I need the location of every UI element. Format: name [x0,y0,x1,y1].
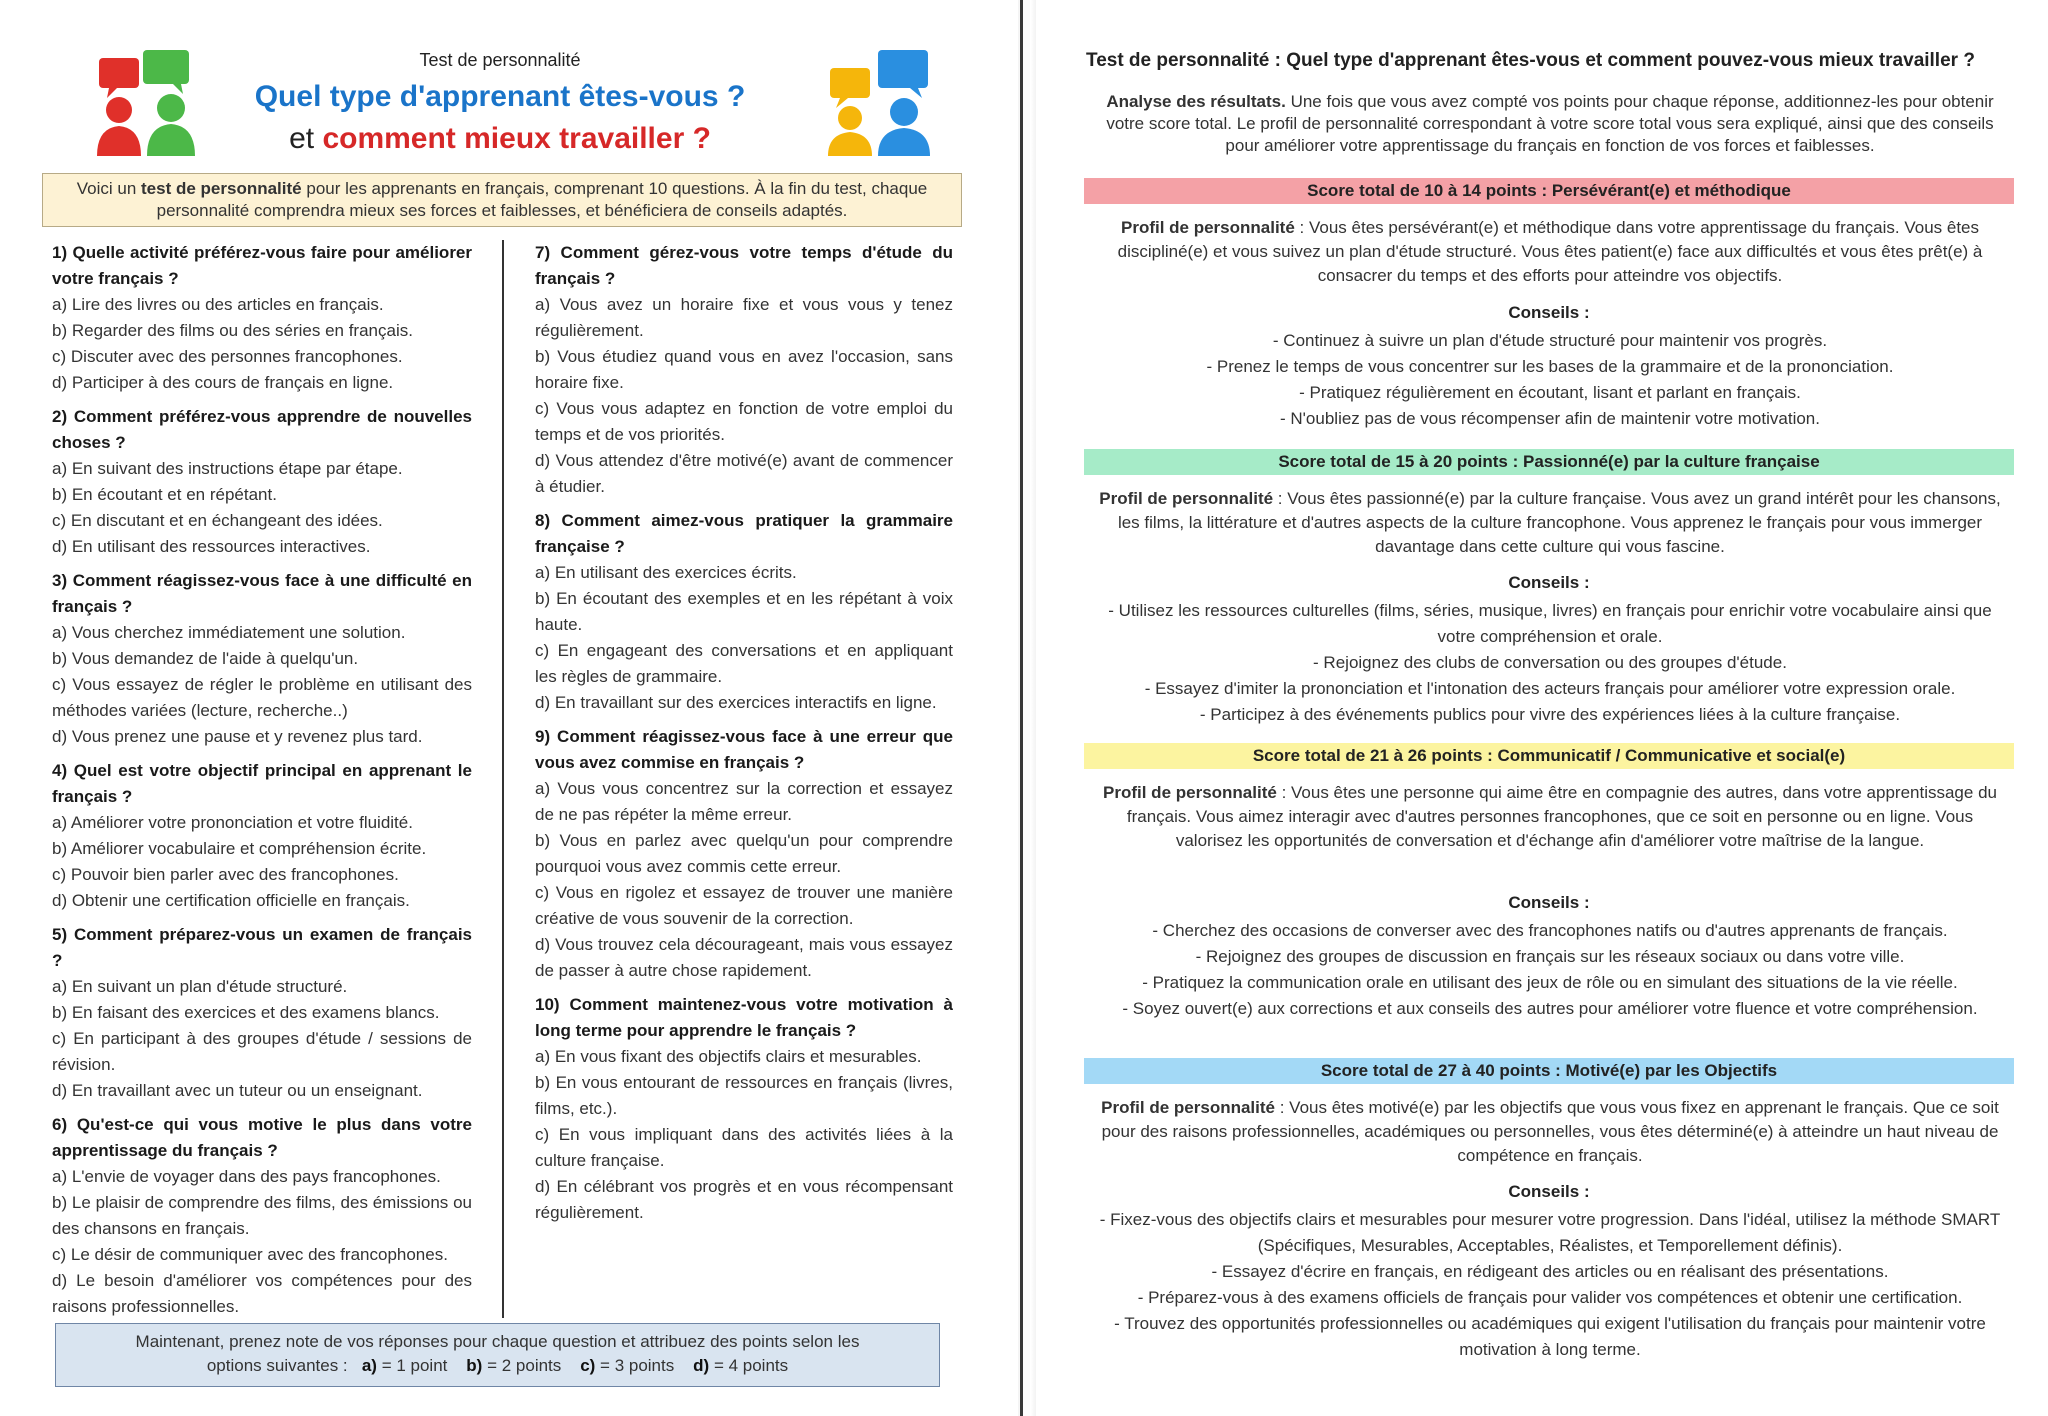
question-title: 6) Qu'est-ce qui vous motive le plus dans votre apprentissage du français ? [52,1115,472,1160]
points-value: = 2 points [487,1356,562,1375]
conseils-heading: Conseils : [1508,573,1590,592]
conseils-heading: Conseils : [1508,1182,1590,1201]
analysis-text: Une fois que vous avez compté vos points pour chaque réponse, additionnez-les pour obtenir votre score total. Le profil de personnalité correspondant à votre score total vous sera expliqué, ainsi que des conseils pour améliorer votre apprentissage du français en fonction de vos forces et faiblesses. [1106,92,1994,155]
profile-description: : Vous êtes une personne qui aime être en compagnie des autres, dans votre apprentissage du français. Vous aimez interagir avec d'autres personnes francophones, que ce soit en personne ou en ligne. Vous valorisez les opportunités de conversation et d'échange afin d'améliorer votre maîtrise de la langue. [1126,783,1997,850]
answer-option: d) Vous prenez une pause et y revenez plus tard. [52,727,423,746]
answer-option: a) En suivant un plan d'étude structuré. [52,977,348,996]
tip-item: - Participez à des événements publics pour vivre des expériences liées à la culture française. [1199,705,1901,724]
results-analysis [1094,91,2006,157]
title-et: et [289,122,315,155]
answer-option: d) En célébrant vos progrès et en vous récompensant régulièrement. [535,1177,953,1222]
answer-option: d) En utilisant des ressources interactives. [52,537,371,556]
analysis-bold: Analyse des résultats. [1106,92,1286,111]
question-2 [52,404,472,560]
tip-item: - Utilisez les ressources culturelles (films, séries, musique, livres) en français pour enrichir votre vocabulaire ainsi que votre compréhension et orale. [1108,601,1992,646]
answer-option: d) Participer à des cours de français en ligne. [52,373,394,392]
column-divider [502,240,504,1318]
profile-description: : Vous êtes passionné(e) par la culture française. Vous avez un grand intérêt pour les chansons, les films, la littérature et d'autres aspects de la culture francophone. Vous apprenez le français pour vous immerger davantage dans cette culture qui vous fascine. [1117,489,2001,556]
tips-list [1094,328,2006,432]
answer-option: a) En utilisant des exercices écrits. [535,563,797,582]
answer-option: c) Discuter avec des personnes francophones. [52,347,403,366]
answer-option: c) Le désir de communiquer avec des francophones. [52,1245,448,1264]
tips-list [1094,598,2006,728]
profile-description: : Vous êtes motivé(e) par les objectifs que vous vous fixez en apprenant le français. Que ce soit pour des raisons professionnelles, académiques ou personnelles, vous êtes déterminé(e) à atteindre un haut niveau de compétence en français. [1101,1098,1999,1165]
question-title: 1) Quelle activité préférez-vous faire pour améliorer votre français ? [52,243,472,288]
questions-column-2 [535,240,953,1234]
conseils-heading: Conseils : [1508,303,1590,322]
left-page [0,0,1018,1416]
question-title: 4) Quel est votre objectif principal en apprenant le français ? [52,761,472,806]
answer-option: b) En écoutant et en répétant. [52,485,277,504]
intro-bold: test de personnalité [141,179,302,198]
points-value: = 3 points [600,1356,675,1375]
question-5 [52,922,472,1104]
tip-item: - Pratiquez la communication orale en utilisant des jeux de rôle ou en simulant des situations de la vie réelle. [1142,973,1958,992]
answer-option: b) Améliorer vocabulaire et compréhension écrite. [52,839,427,858]
tip-item: - Prenez le temps de vous concentrer sur les bases de la grammaire et de la prononciation. [1206,357,1894,376]
answer-option: b) Le plaisir de comprendre des films, des émissions ou des chansons en français. [52,1193,472,1238]
answer-option: c) Vous en rigolez et essayez de trouver une manière créative de vous souvenir de la correction. [535,883,953,928]
answer-option: a) L'envie de voyager dans des pays francophones. [52,1167,441,1186]
answer-option: d) En travaillant avec un tuteur ou un enseignant. [52,1081,423,1100]
question-8 [535,508,953,716]
question-title: 9) Comment réagissez-vous face à une erreur que vous avez commise en français ? [535,727,953,772]
conseils-heading: Conseils : [1508,893,1590,912]
question-1 [52,240,472,396]
question-title: 8) Comment aimez-vous pratiquer la grammaire française ? [535,511,953,556]
score-band-27-40: Score total de 27 à 40 points : Motivé(e) par les Objectifs [1084,1058,2014,1084]
tip-item: - Cherchez des occasions de converser avec des francophones natifs ou d'autres apprenants de français. [1152,921,1948,940]
points-key: c) [580,1356,596,1375]
answer-option: b) En vous entourant de ressources en français (livres, films, etc.). [535,1073,953,1118]
right-page [1036,0,2048,1416]
answer-option: d) En travaillant sur des exercices interactifs en ligne. [535,693,937,712]
question-10 [535,992,953,1226]
answer-option: c) En engageant des conversations et en appliquant les règles de grammaire. [535,641,953,686]
title-line2-text: comment mieux travailler ? [322,122,711,155]
answer-option: c) Vous essayez de régler le problème en utilisant des méthodes variées (lecture, recherche..) [52,675,472,720]
profile-label: Profil de personnalité [1103,783,1277,802]
profile-description: : Vous êtes persévérant(e) et méthodique dans votre apprentissage du français. Vous êtes discipliné(e) et vous suivez un plan d'étude structuré. Vous êtes patient(e) face aux difficultés et vous êtes prêt(e) à consacrer du temps et des efforts pour atteindre vos objectifs. [1117,218,1983,285]
intro-box [42,173,962,227]
question-4 [52,758,472,914]
answer-option: d) Vous trouvez cela décourageant, mais vous essayez de passer à autre chose rapidement. [535,935,953,980]
scoring-line2 [56,1354,939,1378]
tip-item: - N'oubliez pas de vous récompenser afin de maintenir votre motivation. [1280,409,1820,428]
scoring-line2-pre: options suivantes : [206,1356,348,1375]
points-key: b) [466,1356,483,1375]
answer-option: c) En participant à des groupes d'étude / sessions de révision. [52,1029,472,1074]
answer-option: a) Vous avez un horaire fixe et vous vous y tenez régulièrement. [535,295,953,340]
results-title: Test de personnalité : Quel type d'apprenant êtes-vous et comment pouvez-vous mieux travailler ? [1086,50,1975,71]
small-title: Test de personnalité [419,50,581,70]
answer-option: c) En vous impliquant dans des activités liées à la culture française. [535,1125,953,1170]
speech-bubbles-people-icon [95,48,210,158]
intro-pre: Voici un [76,179,137,198]
tip-item: - Continuez à suivre un plan d'étude structuré pour maintenir vos progrès. [1272,331,1828,350]
tip-item: - Pratiquez régulièrement en écoutant, lisant et parlant en français. [1299,383,1801,402]
speech-bubbles-people-icon [826,48,941,158]
questions-column-1 [52,240,472,1328]
question-3 [52,568,472,750]
profile-text [1094,781,2006,853]
answer-option: a) Vous vous concentrez sur la correction et essayez de ne pas répéter la même erreur. [535,779,953,824]
profile-label: Profil de personnalité [1101,1098,1275,1117]
intro-post: pour les apprenants en français, comprenant 10 questions. À la fin du test, chaque personnalité comprendra mieux ses forces et faiblesses, et bénéficiera de conseils adaptés. [156,179,928,220]
points-key: a) [361,1356,377,1375]
answer-option: d) Vous attendez d'être motivé(e) avant de commencer à étudier. [535,451,953,496]
tip-item: - Rejoignez des groupes de discussion en français sur les réseaux sociaux ou dans votre ville. [1195,947,1905,966]
answer-option: d) Le besoin d'améliorer vos compétences pour des raisons professionnelles. [52,1271,472,1316]
tip-item: - Essayez d'imiter la prononciation et l'intonation des acteurs français pour améliorer votre expression orale. [1144,679,1956,698]
profile-text [1094,216,2006,288]
score-band-21-26: Score total de 21 à 26 points : Communicatif / Communicative et social(e) [1084,743,2014,769]
answer-option: c) Pouvoir bien parler avec des francophones. [52,865,399,884]
main-title-line2 [220,122,780,156]
question-title: 2) Comment préférez-vous apprendre de nouvelles choses ? [52,407,472,452]
tip-item: - Soyez ouvert(e) aux corrections et aux conseils des autres pour améliorer votre fluence et votre compréhension. [1122,999,1978,1018]
points-value: = 1 point [381,1356,448,1375]
answer-option: b) Vous étudiez quand vous en avez l'occasion, sans horaire fixe. [535,347,953,392]
scoring-line1: Maintenant, prenez note de vos réponses pour chaque question et attribuez des points selon les [135,1332,860,1351]
tips-list [1094,1207,2006,1363]
answer-option: b) En faisant des exercices et des examens blancs. [52,1003,440,1022]
profile-text [1094,1096,2006,1168]
profile-text [1094,487,2006,559]
points-key: d) [693,1356,710,1375]
tip-item: - Fixez-vous des objectifs clairs et mesurables pour mesurer votre progression. Dans l'idéal, utilisez la méthode SMART (Spécifiques, Mesurables, Acceptables, Réalistes, et Temporellement définis). [1099,1210,2001,1255]
tips-list [1094,918,2006,1022]
answer-option: b) Regarder des films ou des séries en français. [52,321,413,340]
scoring-instructions-box [55,1323,940,1387]
tip-item: - Trouvez des opportunités professionnelles ou académiques qui exigent l'utilisation du français pour maintenir votre motivation à long terme. [1114,1314,1986,1359]
tip-item: - Essayez d'écrire en français, en rédigeant des articles ou en réalisant des présentations. [1211,1262,1889,1281]
page-divider [1020,0,1023,1416]
answer-option: b) En écoutant des exemples et en les répétant à voix haute. [535,589,953,634]
answer-option: d) Obtenir une certification officielle en français. [52,891,410,910]
main-title-line1: Quel type d'apprenant êtes-vous ? [254,80,746,113]
question-title: 3) Comment réagissez-vous face à une difficulté en français ? [52,571,472,616]
question-6 [52,1112,472,1320]
answer-option: a) Lire des livres ou des articles en français. [52,295,384,314]
answer-option: b) Vous demandez de l'aide à quelqu'un. [52,649,359,668]
profile-label: Profil de personnalité [1099,489,1274,508]
profile-label: Profil de personnalité [1120,218,1295,237]
score-band-15-20: Score total de 15 à 20 points : Passionné(e) par la culture française [1084,449,2014,475]
answer-option: a) En suivant des instructions étape par étape. [52,459,403,478]
question-title: 5) Comment préparez-vous un examen de français ? [52,925,472,970]
answer-option: a) Vous cherchez immédiatement une solution. [52,623,406,642]
question-9 [535,724,953,984]
answer-option: c) Vous vous adaptez en fonction de votre emploi du temps et de vos priorités. [535,399,953,444]
points-value: = 4 points [713,1356,789,1375]
answer-option: c) En discutant et en échangeant des idées. [52,511,383,530]
question-title: 10) Comment maintenez-vous votre motivation à long terme pour apprendre le français ? [535,995,953,1040]
question-title: 7) Comment gérez-vous votre temps d'étude du français ? [535,243,953,288]
answer-option: a) En vous fixant des objectifs clairs et mesurables. [535,1047,922,1066]
tip-item: - Préparez-vous à des examens officiels de français pour valider vos compétences et obtenir une certification. [1137,1288,1963,1307]
answer-option: b) Vous en parlez avec quelqu'un pour comprendre pourquoi vous avez commis cette erreur. [535,831,953,876]
answer-option: a) Améliorer votre prononciation et votre fluidité. [52,813,413,832]
tip-item: - Rejoignez des clubs de conversation ou des groupes d'étude. [1313,653,1787,672]
score-band-10-14: Score total de 10 à 14 points : Persévérant(e) et méthodique [1084,178,2014,204]
question-7 [535,240,953,500]
